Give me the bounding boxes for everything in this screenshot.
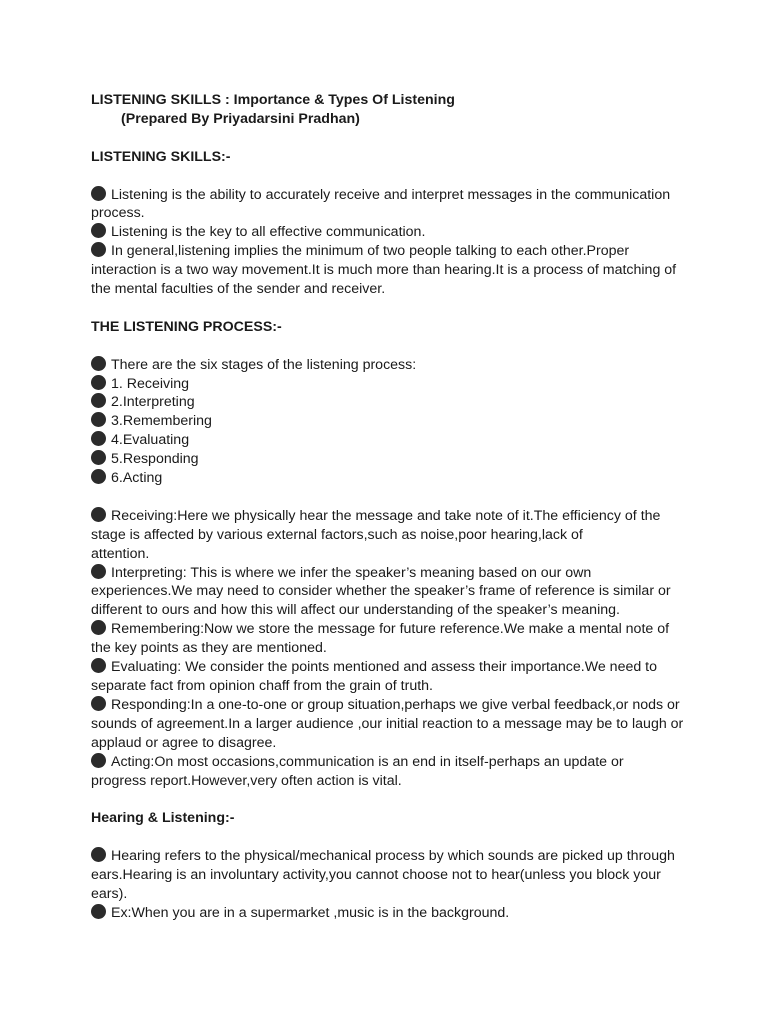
- black-circle-icon: [91, 658, 106, 673]
- paragraph-text: Evaluating: We consider the points mentioned and assess their importance.We need to: [111, 659, 658, 676]
- document-title: LISTENING SKILLS : Importance & Types Of Listening: [91, 92, 455, 108]
- black-circle-icon: [91, 356, 106, 371]
- black-circle-icon: [91, 847, 106, 862]
- paragraph-text: process.: [91, 205, 145, 222]
- black-circle-icon: [91, 469, 106, 484]
- black-circle-icon: [91, 431, 106, 446]
- black-circle-icon: [91, 412, 106, 427]
- black-circle-icon: [91, 393, 106, 408]
- black-circle-icon: [91, 242, 106, 257]
- list-item: There are the six stages of the listening process:: [111, 356, 417, 373]
- spacer: [91, 828, 681, 847]
- paragraph-text: Hearing refers to the physical/mechanical process by which sounds are picked up through: [111, 848, 675, 865]
- bullet-paragraph-acting: [91, 753, 681, 791]
- black-circle-icon: [91, 904, 106, 919]
- spacer: [91, 337, 681, 356]
- paragraph-text: experiences.We may need to consider whether the speaker’s frame of reference is similar or: [91, 583, 671, 600]
- paragraph-text: attention.: [91, 545, 150, 562]
- black-circle-icon: [91, 564, 106, 579]
- document-page: [91, 91, 684, 923]
- bullet-paragraph-example: [91, 904, 681, 923]
- paragraph-text: Remembering:Now we store the message for future reference.We make a mental note of: [111, 621, 670, 638]
- paragraph-text: Ex:When you are in a supermarket ,music is in the background.: [111, 904, 510, 921]
- spacer: [91, 129, 681, 148]
- paragraph-text: ears.Hearing is an involuntary activity,you cannot choose not to hear(unless you block your: [91, 867, 661, 884]
- paragraph-text: ears).: [91, 885, 128, 902]
- black-circle-icon: [91, 223, 106, 238]
- black-circle-icon: [91, 696, 106, 711]
- bullet-list: [91, 356, 681, 488]
- black-circle-icon: [91, 450, 106, 465]
- spacer: [91, 299, 681, 318]
- bullet-paragraph-interpreting: [91, 564, 681, 621]
- paragraph-text: interaction is a two way movement.It is much more than hearing.It is a process of matching of: [91, 262, 677, 279]
- bullet-paragraph-receiving: [91, 507, 681, 564]
- paragraph-text: stage is affected by various external factors,such as noise,poor hearing,lack of: [91, 526, 583, 543]
- paragraph-text: the key points as they are mentioned.: [91, 640, 327, 657]
- paragraph-text: separate fact from opinion chaff from the grain of truth.: [91, 678, 433, 695]
- bullet-paragraph-evaluating: [91, 658, 681, 696]
- list-item: 6.Acting: [111, 470, 163, 487]
- list-item: 1. Receiving: [111, 375, 190, 392]
- bullet-paragraph: [91, 186, 681, 224]
- document-subtitle: (Prepared By Priyadarsini Pradhan): [121, 110, 360, 127]
- spacer: [91, 790, 681, 809]
- paragraph-text: sounds of agreement.In a larger audience ,our initial reaction to a message may be to laugh or: [91, 715, 684, 732]
- black-circle-icon: [91, 186, 106, 201]
- section-heading-listening-process: THE LISTENING PROCESS:-: [91, 318, 282, 335]
- bullet-paragraph: [91, 223, 681, 242]
- spacer: [91, 488, 681, 507]
- list-item: 4.Evaluating: [111, 432, 190, 449]
- black-circle-icon: [91, 620, 106, 635]
- paragraph-text: Receiving:Here we physically hear the message and take note of it.The efficiency of the: [111, 507, 661, 524]
- section-heading-hearing-listening: Hearing & Listening:-: [91, 810, 235, 827]
- black-circle-icon: [91, 375, 106, 390]
- bullet-paragraph-remembering: [91, 620, 681, 658]
- spacer: [91, 167, 681, 186]
- paragraph-text: progress report.However,very often action is vital.: [91, 772, 402, 789]
- bullet-paragraph-responding: [91, 696, 684, 753]
- list-item: 3.Remembering: [111, 413, 212, 430]
- paragraph-text: Listening is the key to all effective communication.: [111, 224, 426, 241]
- bullet-paragraph-hearing: [91, 847, 681, 904]
- paragraph-text: different to ours and how this will affect our understanding of the speaker’s meaning.: [91, 602, 620, 619]
- paragraph-text: applaud or agree to disagree.: [91, 734, 277, 751]
- paragraph-text: Responding:In a one-to-one or group situation,perhaps we give verbal feedback,or nods or: [111, 696, 680, 713]
- list-item: 2.Interpreting: [111, 394, 195, 411]
- paragraph-text: In general,listening implies the minimum of two people talking to each other.Proper: [111, 243, 630, 260]
- paragraph-text: the mental faculties of the sender and receiver.: [91, 281, 386, 298]
- list-item: 5.Responding: [111, 451, 199, 468]
- black-circle-icon: [91, 507, 106, 522]
- black-circle-icon: [91, 753, 106, 768]
- paragraph-text: Acting:On most occasions,communication is an end in itself-perhaps an update or: [111, 753, 624, 770]
- bullet-paragraph: [91, 242, 681, 299]
- paragraph-text: Interpreting: This is where we infer the speaker’s meaning based on our own: [111, 564, 592, 581]
- section-heading-listening-skills: LISTENING SKILLS:-: [91, 148, 231, 165]
- paragraph-text: Listening is the ability to accurately receive and interpret messages in the communication: [111, 186, 671, 203]
